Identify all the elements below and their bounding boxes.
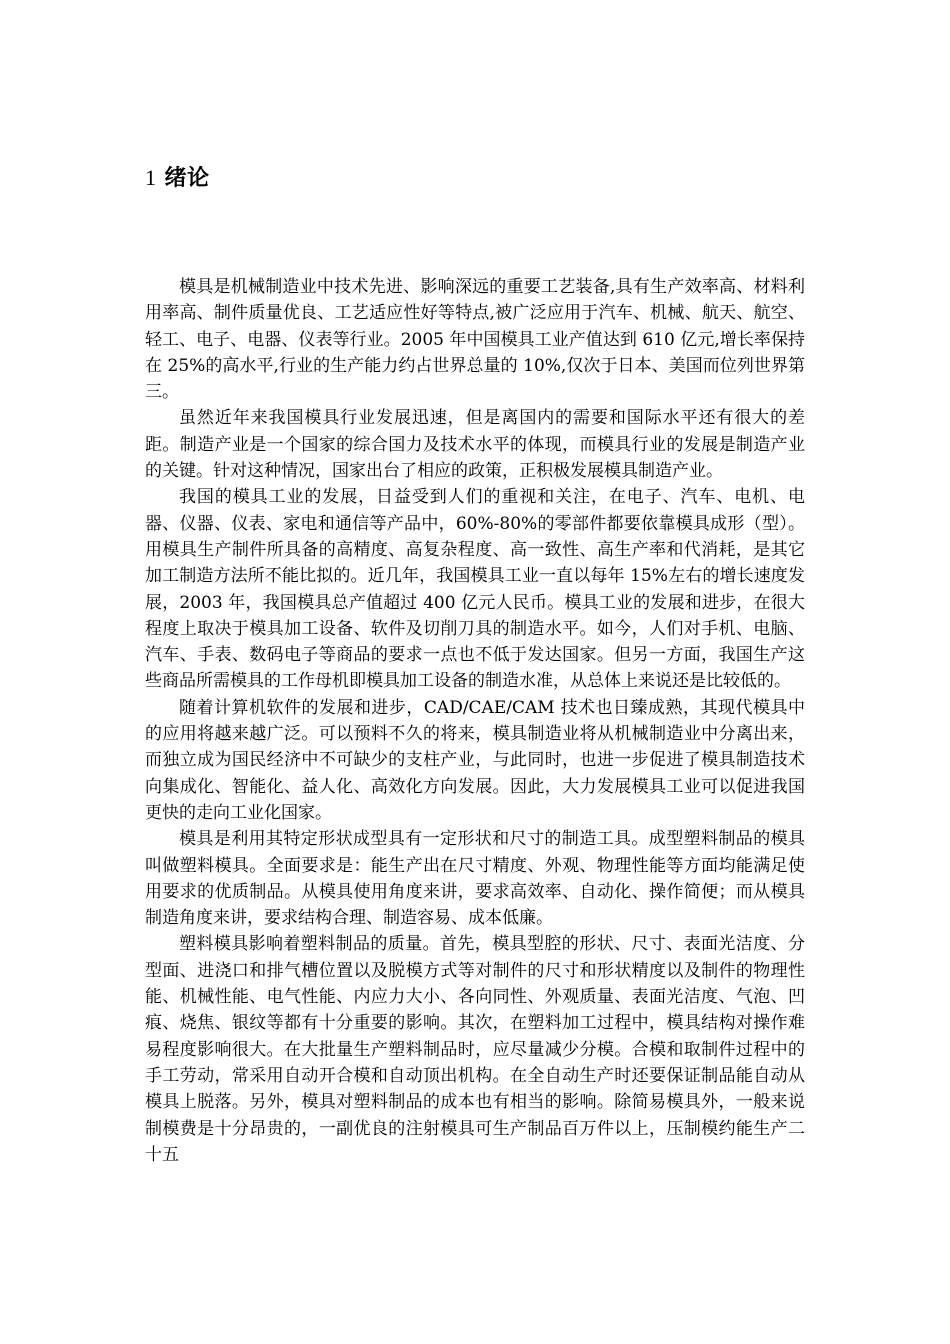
paragraph: 随着计算机软件的发展和进步，CAD/CAE/CAM 技术也日臻成熟，其现代模具中的应用将越来越广泛。可以预料不久的将来，模具制造业将从机械制造业中分离出来，而独立成为国民经济中不可缺少的支柱产业，与此同时，也进一步促进了模具制造技术向集成化、智能化、益人化、高效化方向发展。因此，大力发展模具工业可以促进我国更快的走向工业化国家。 [145, 697, 805, 823]
chapter-heading [145, 163, 210, 194]
chapter-number: 1 [145, 165, 157, 190]
body-text [145, 274, 805, 1168]
paragraph: 我国的模具工业的发展，日益受到人们的重视和关注，在电子、汽车、电机、电器、仪器、仪表、家电和通信等产品中，60%-80%的零部件都要依靠模具成形（型）。用模具生产制件所具备的高精度、高复杂程度、高一致性、高生产率和代消耗，是其它加工制造方法所不能比拟的。近几年，我国模具工业一直以每年 15%左右的增长速度发展，2003 年，我国模具总产值超过 400 亿元人民币。模具工业的发展和进步，在很大程度上取决于模具加工设备、软件及切削刀具的制造水平。如今，人们对手机、电脑、汽车、手表、数码电子等商品的要求一点也不低于发达国家。但另一方面，我国生产这些商品所需模具的工作母机即模具加工设备的制造水准，从总体上来说还是比较低的。 [145, 487, 805, 692]
paragraph: 模具是利用其特定形状成型具有一定形状和尺寸的制造工具。成型塑料制品的模具叫做塑料模具。全面要求是：能生产出在尺寸精度、外观、物理性能等方面均能满足使用要求的优质制品。从模具使用角度来讲，要求高效率、自动化、操作简便；而从模具制造角度来讲，要求结构合理、制造容易、成本低廉。 [145, 829, 805, 929]
paragraph: 塑料模具影响着塑料制品的质量。首先，模具型腔的形状、尺寸、表面光洁度、分型面、进浇口和排气槽位置以及脱模方式等对制件的尺寸和形状精度以及制件的物理性能、机械性能、电气性能、内应力大小、各向同性、外观质量、表面光洁度、气泡、凹痕、烧焦、银纹等都有十分重要的影响。其次，在塑料加工过程中，模具结构对操作难易程度影响很大。在大批量生产塑料制品时，应尽量减少分模。合模和取制件过程中的手工劳动，常采用自动开合模和自动顶出机构。在全自动生产时还要保证制品能自动从模具上脱落。另外，模具对塑料制品的成本也有相当的影响。除简易模具外，一般来说制模费是十分昂贵的，一副优良的注射模具可生产制品百万件以上，压制模约能生产二十五 [145, 934, 805, 1165]
paragraph: 虽然近年来我国模具行业发展迅速，但是离国内的需要和国际水平还有很大的差距。制造产业是一个国家的综合国力及技术水平的体现，而模具行业的发展是制造产业的关键。针对这种情况，国家出台了相应的政策，正积极发展模具制造产业。 [145, 408, 805, 482]
chapter-title: 绪论 [164, 166, 210, 191]
paragraph: 模具是机械制造业中技术先进、影响深远的重要工艺装备,具有生产效率高、材料利用率高、制件质量优良、工艺适应性好等特点,被广泛应用于汽车、机械、航天、航空、轻工、电子、电器、仪表等行业。2005 年中国模具工业产值达到 610 亿元,增长率保持在 25%的高水平,行业的生产能力约占世界总量的 10%,仅次于日本、美国而位列世界第三。 [145, 277, 805, 403]
